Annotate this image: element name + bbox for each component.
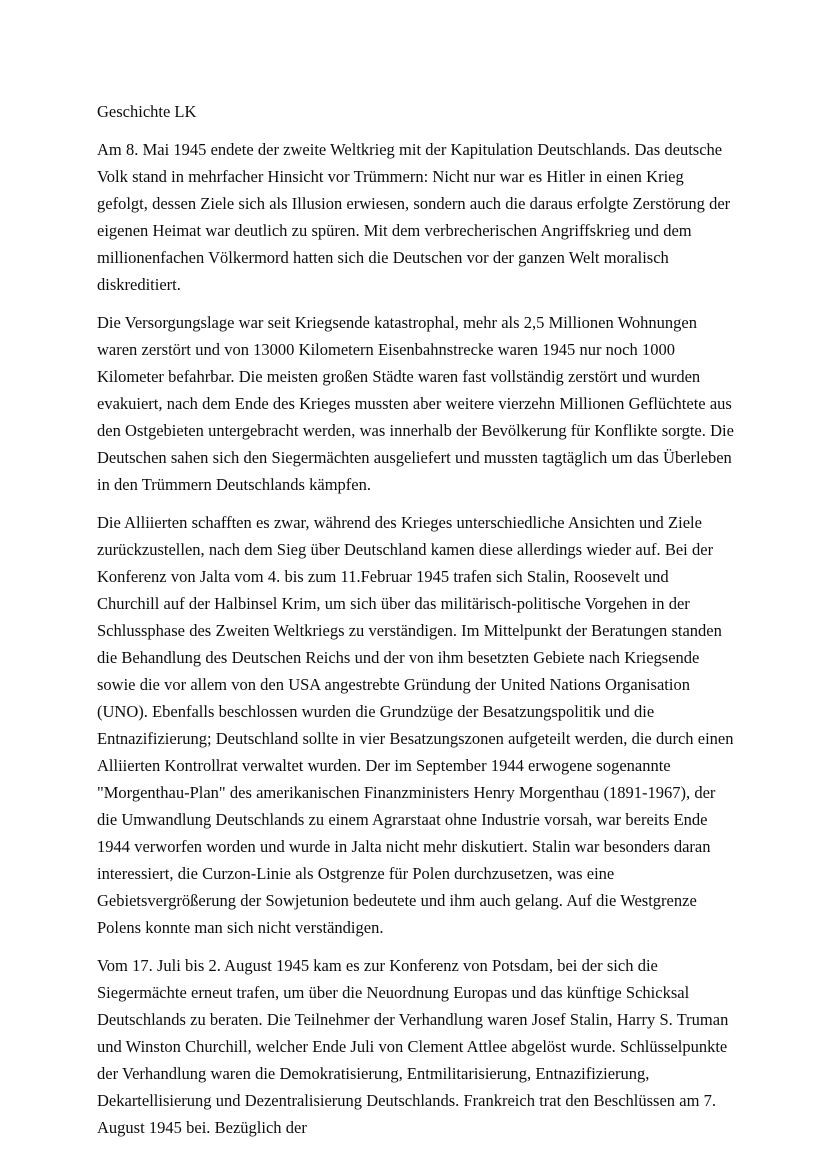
paragraph: Vom 17. Juli bis 2. August 1945 kam es zur Konferenz von Potsdam, bei der sich die Siegermächte erneut trafen, um über die Neuordnung Europas und das künftige Schicksal Deutschlands zu beraten. Die Teilnehmer der Verhandlung waren Josef Stalin, Harry S. Truman und Winston Churchill, welcher Ende Juli von Clement Attlee abgelöst wurde. Schlüsselpunkte der Verhandlung waren die Demokratisierung, Entmilitarisierung, Entnazifizierung, Dekartellisierung und Dezentralisierung Deutschlands. Frankreich trat den Beschlüssen am 7. August 1945 bei. Bezüglich der — [97, 956, 729, 1137]
paragraph: Die Alliierten schafften es zwar, während des Krieges unterschiedliche Ansichten und Ziele zurückzustellen, nach dem Sieg über Deutschland kamen diese allerdings wieder auf. Bei der Konferenz von Jalta vom 4. bis zum 11.Februar 1945 trafen sich Stalin, Roosevelt und Churchill auf der Halbinsel Krim, um sich über das militärisch-politische Vorgehen in der Schlussphase des Zweiten Weltkriegs zu verständigen. Im Mittelpunkt der Beratungen standen die Behandlung des Deutschen Reichs und der von ihm besetzten Gebiete nach Kriegsende sowie die vor allem von den USA angestrebte Gründung der United Nations Organisation (UNO). Ebenfalls beschlossen wurden die Grundzüge der Besatzungspolitik und die Entnazifizierung; Deutschland sollte in vier Besatzungszonen aufgeteilt werden, die durch einen Alliierten Kontrollrat verwaltet wurden. Der im September 1944 erwogene sogenannte "Morgenthau-Plan" des amerikanischen Finanzministers Henry Morgenthau (1891-1967), der die Umwandlung Deutschlands zu einem Agrarstaat ohne Industrie vorsah, war bereits Ende 1944 verworfen worden und wurde in Jalta nicht mehr diskutiert. Stalin war besonders daran interessiert, die Curzon-Linie als Ostgrenze für Polen durchzusetzen, was eine Gebietsvergrößerung der Sowjetunion bedeutete und ihm auch gelang. Auf die Westgrenze Polens konnte man sich nicht verständigen. — [97, 513, 734, 937]
paragraph: Am 8. Mai 1945 endete der zweite Weltkrieg mit der Kapitulation Deutschlands. Das deutsche Volk stand in mehrfacher Hinsicht vor Trümmern: Nicht nur war es Hitler in einen Krieg gefolgt, dessen Ziele sich als Illusion erwiesen, sondern auch die daraus erfolgte Zerstörung der eigenen Heimat war deutlich zu spüren. Mit dem verbrecherischen Angriffskrieg und dem millionenfachen Völkermord hatten sich die Deutschen vor der ganzen Welt moralisch diskreditiert. — [97, 140, 731, 294]
paragraph: Die Versorgungslage war seit Kriegsende katastrophal, mehr als 2,5 Millionen Wohnungen waren zerstört und von 13000 Kilometern Eisenbahnstrecke waren 1945 nur noch 1000 Kilometer befahrbar. Die meisten großen Städte waren fast vollständig zerstört und wurden evakuiert, nach dem Ende des Krieges mussten aber weitere vierzehn Millionen Geflüchtete aus den Ostgebieten untergebracht werden, was innerhalb der Bevölkerung für Konflikte sorgte. Die Deutschen sahen sich den Siegermächten ausgeliefert und mussten tagtäglich um das Überleben in den Trümmern Deutschlands kämpfen. — [97, 313, 734, 494]
document-body — [97, 98, 735, 1141]
page-title: Geschichte LK — [97, 102, 197, 121]
